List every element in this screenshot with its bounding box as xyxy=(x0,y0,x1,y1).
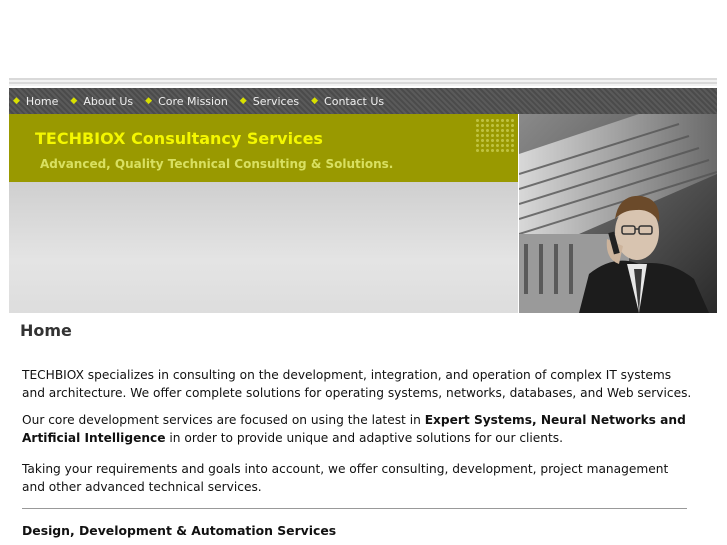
site-title: TECHBIOX Consultancy Services xyxy=(35,129,323,148)
diamond-bullet-icon: ◆ xyxy=(13,96,20,106)
hero-banner xyxy=(9,114,717,313)
header-stripe xyxy=(9,78,717,86)
nav-item-label: Home xyxy=(25,94,59,108)
core-services-highlight: Expert Systems, Neural Networks and Artificial Intelligence xyxy=(22,413,686,445)
banner-title-panel xyxy=(9,114,518,182)
diamond-bullet-icon: ◆ xyxy=(145,96,153,106)
nav-item-about-us[interactable] xyxy=(70,95,133,108)
banner-grey-panel xyxy=(9,182,518,313)
nav-item-label: Core Mission xyxy=(158,94,228,108)
intro-paragraph: TECHBIOX specializes in consulting on the development, integration, and operation of complex IT systems and architecture. We offer complete solutions for operating systems, networks, databases, and Web services. xyxy=(22,368,692,400)
requirements-paragraph: Taking your requirements and goals into account, we offer consulting, development, project management and other advanced technical services. xyxy=(22,462,669,494)
nav-item-home[interactable] xyxy=(13,95,58,108)
section-heading: Design, Development & Automation Services xyxy=(22,523,337,538)
page-frame xyxy=(9,0,717,545)
page-title: Home xyxy=(20,321,72,340)
nav-item-contact-us[interactable] xyxy=(311,95,384,108)
core-services-text-start: Our core development services are focused on using the latest in xyxy=(22,413,425,427)
dot-pattern-decoration xyxy=(475,118,515,154)
nav-item-label: Services xyxy=(252,94,300,108)
section-divider xyxy=(22,508,687,509)
main-nav xyxy=(9,88,717,114)
businessman-on-phone-photo xyxy=(519,114,717,313)
nav-item-label: Contact Us xyxy=(324,94,385,108)
diamond-bullet-icon: ◆ xyxy=(239,96,247,106)
nav-item-services[interactable] xyxy=(240,95,299,108)
diamond-bullet-icon: ◆ xyxy=(311,96,319,106)
nav-item-label: About Us xyxy=(83,94,134,108)
core-services-text-end: in order to provide unique and adaptive solutions for our clients. xyxy=(165,430,564,445)
nav-item-core-mission[interactable] xyxy=(145,95,228,108)
core-services-paragraph xyxy=(22,412,694,447)
diamond-bullet-icon: ◆ xyxy=(70,96,78,106)
site-tagline: Advanced, Quality Technical Consulting & Solutions. xyxy=(40,157,394,171)
